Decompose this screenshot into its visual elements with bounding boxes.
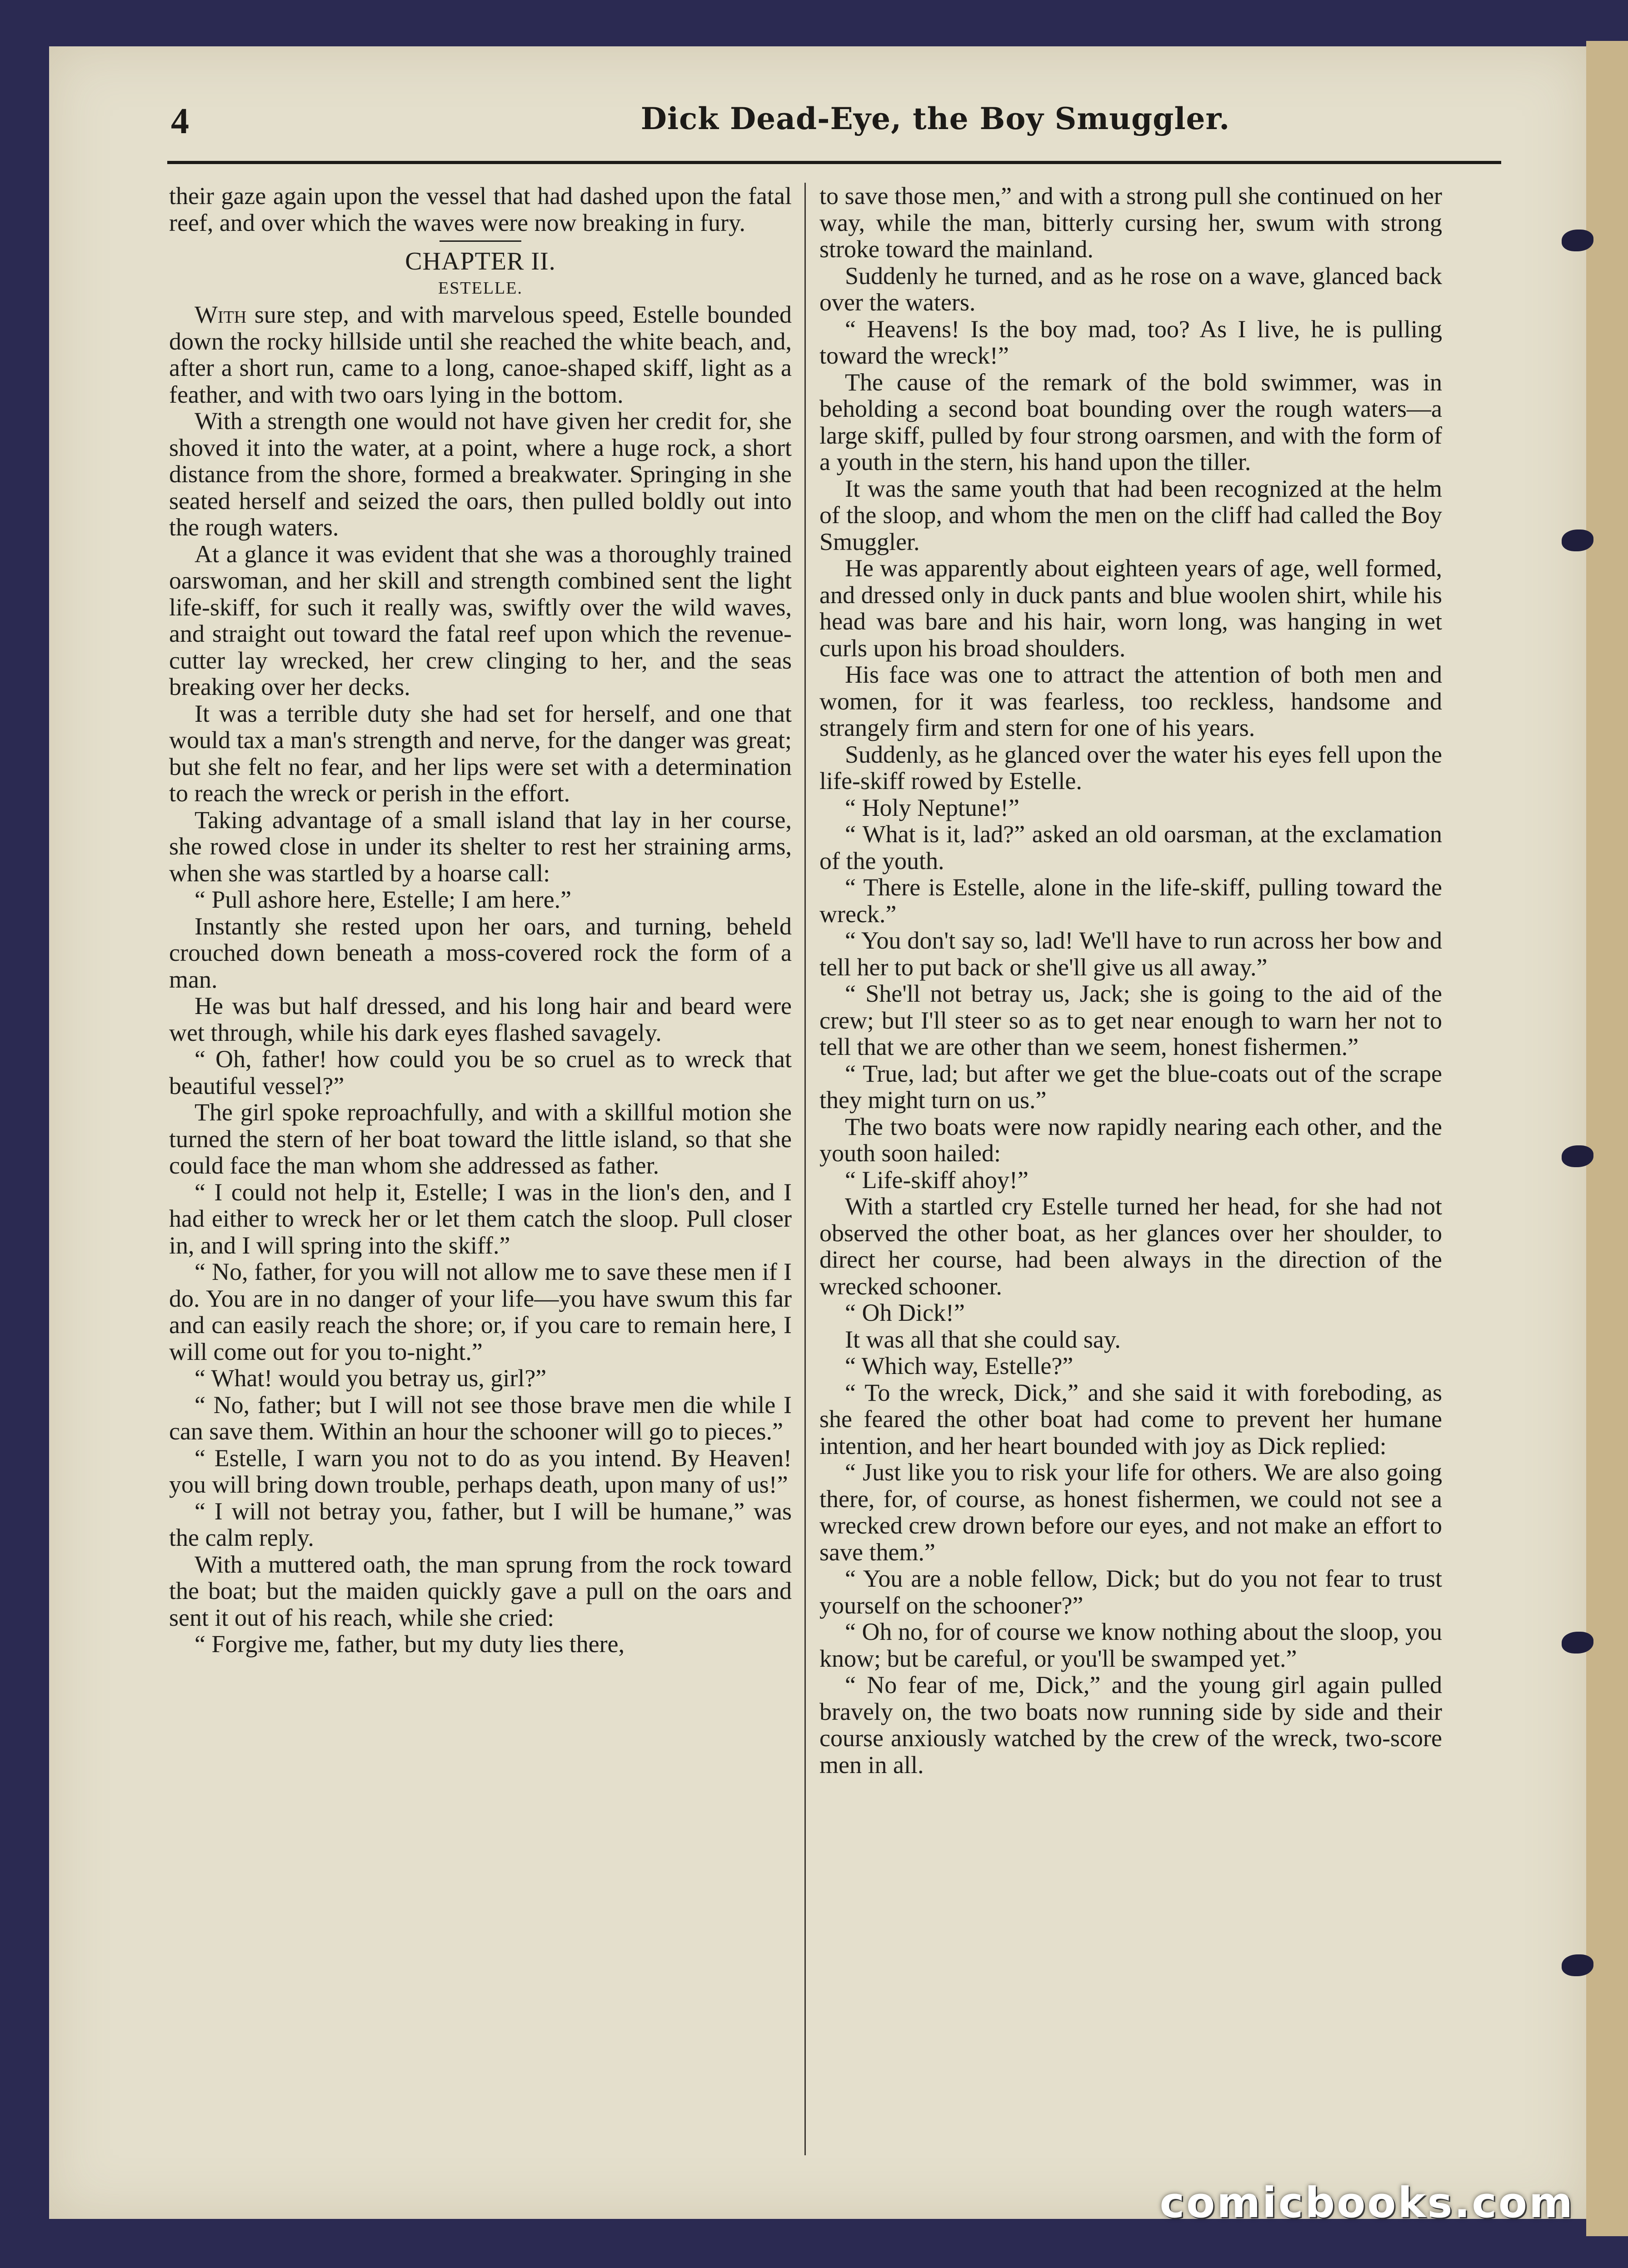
paragraph: “ Oh no, for of course we know nothing about the sloop, you know; but be careful, or you'll be swamped yet.” <box>819 1618 1442 1672</box>
paragraph: “ She'll not betray us, Jack; she is going to the aid of the crew; but I'll steer so as to get near enough to warn her not to tell that we are other than we seem, honest fishermen.” <box>819 980 1442 1060</box>
continued-paragraph: to save those men,” and with a strong pull she continued on her way, while the man, bitterly cursing her, swum with strong stroke toward the mainland. <box>819 182 1442 263</box>
paragraph: “ Oh Dick!” <box>845 1299 965 1326</box>
paragraph: His face was one to attract the attention of both men and women, for it was fearless, too reckless, handsome and strangely firm and stern for one of his years. <box>819 661 1442 741</box>
paragraph: “ Estelle, I warn you not to do as you intend. By Heaven! you will bring down trouble, perhaps death, upon many of us!” <box>169 1444 792 1498</box>
page-number: 4 <box>171 101 189 141</box>
paragraph: Suddenly, as he glanced over the water his eyes fell upon the life-skiff rowed by Estelle. <box>819 740 1442 794</box>
paragraph: “ Which way, Estelle?” <box>845 1352 1074 1379</box>
paragraph: It was the same youth that had been recognized at the helm of the sloop, and whom the men on the cliff had called the Boy Smuggler. <box>819 475 1442 555</box>
paragraph: The two boats were now rapidly nearing each other, and the youth soon hailed: <box>819 1113 1442 1167</box>
lead-in: With <box>195 301 247 328</box>
continued-paragraph: their gaze again upon the vessel that had dashed upon the fatal reef, and over which the waves were now breaking in fury. <box>169 182 792 236</box>
chapter-title: CHAPTER II. <box>405 247 556 275</box>
binding-edge <box>1586 41 1628 2236</box>
paragraph: “ No, father; but I will not see those brave men die while I can save them. Within an hour the schooner will go to pieces.” <box>169 1391 792 1445</box>
staple-hole <box>1562 1954 1593 1976</box>
paragraph: “ Life-skiff ahoy!” <box>845 1166 1029 1194</box>
paragraph: At a glance it was evident that she was a thoroughly trained oarswoman, and her skill and strength combined sent the light life-skiff, for such it really was, swiftly over the wild waves, and straight out toward the fatal reef upon which the revenue-cutter lay wrecked, her crew clinging to her, and the seas breaking over her decks. <box>169 540 792 700</box>
paragraph: “ No, father, for you will not allow me to save these men if I do. You are in no danger of your life—you have swum this far and can easily reach the shore; or, if you care to remain here, I will come out for you to-night.” <box>169 1258 792 1365</box>
paragraph: “ There is Estelle, alone in the life-skiff, pulling toward the wreck.” <box>819 874 1442 928</box>
paragraph: Taking advantage of a small island that lay in her course, she rowed close in under its shelter to rest her straining arms, when she was startled by a hoarse call: <box>169 806 792 887</box>
paragraph: Suddenly he turned, and as he rose on a wave, glanced back over the waters. <box>819 262 1442 316</box>
paragraph: “ True, lad; but after we get the blue-coats out of the scrape they might turn on us.” <box>819 1059 1442 1114</box>
right-column <box>819 183 1442 1778</box>
lead-paragraph-text: sure step, and with marvelous speed, Estelle bounded down the rocky hillside until she reached the white beach, and, after a short run, came to a long, canoe-shaped skiff, light as a feather, and with two oars lying in the bottom. <box>169 301 792 408</box>
paragraph: “ Oh, father! how could you be so cruel as to wreck that beautiful vessel?” <box>169 1045 792 1099</box>
paragraph: He was apparently about eighteen years of age, well formed, and dressed only in duck pants and blue woolen shirt, while his head was bare and his hair, worn long, was hanging in wet curls upon his broad shoulders. <box>819 555 1442 662</box>
paragraph: “ I could not help it, Estelle; I was in the lion's den, and I had either to wreck her or let them catch the sloop. Pull closer in, and I will spring into the skiff.” <box>169 1178 792 1259</box>
chapter-rule <box>439 240 521 242</box>
paragraph: It was a terrible duty she had set for herself, and one that would tax a man's strength and nerve, for the danger was great; but she felt no fear, and her lips were set with a determination to reach the wreck or perish in the effort. <box>169 699 792 807</box>
paragraph: “ You are a noble fellow, Dick; but do you not fear to trust yourself on the schooner?” <box>819 1565 1442 1619</box>
paragraph: The cause of the remark of the bold swimmer, was in beholding a second boat bounding over the rough waters—a large skiff, pulled by four strong oarsmen, and with the form of a youth in the stern, his hand upon the tiller. <box>819 368 1442 475</box>
paragraph: “ To the wreck, Dick,” and she said it with foreboding, as she feared the other boat had come to prevent her humane intention, and her heart bounded with joy as Dick replied: <box>819 1379 1442 1459</box>
paragraph: He was but half dressed, and his long hair and beard were wet through, while his dark eyes flashed savagely. <box>169 992 792 1046</box>
paragraph: “ Forgive me, father, but my duty lies there, <box>195 1630 625 1658</box>
paragraph: “ What! would you betray us, girl?” <box>195 1364 547 1392</box>
staple-hole <box>1562 230 1593 251</box>
paragraph: “ Heavens! Is the boy mad, too? As I live, he is pulling toward the wreck!” <box>819 315 1442 369</box>
staple-hole <box>1562 1632 1593 1654</box>
paragraph: “ I will not betray you, father, but I will be humane,” was the calm reply. <box>169 1497 792 1551</box>
left-column <box>169 183 792 1658</box>
paragraph: With a muttered oath, the man sprung from the rock toward the boat; but the maiden quickly gave a pull on the oars and sent it out of his reach, while she cried: <box>169 1550 792 1631</box>
paragraph: “ No fear of me, Dick,” and the young girl again pulled bravely on, the two boats now running side by side and their course anxiously watched by the crew of the wreck, two-score men in all. <box>819 1671 1442 1778</box>
staple-hole <box>1562 1145 1593 1167</box>
paragraph: “ Holy Neptune!” <box>845 794 1019 821</box>
chapter-subtitle: ESTELLE. <box>438 278 523 298</box>
paragraph: “ You don't say so, lad! We'll have to run across her bow and tell her to put back or she'll give us all away.” <box>819 927 1442 981</box>
watermark: comicbooks.com <box>1159 2178 1574 2227</box>
running-title: Dick Dead-Eye, the Boy Smuggler. <box>640 101 1230 136</box>
header-rule <box>167 161 1501 164</box>
paragraph: With a startled cry Estelle turned her head, for she had not observed the other boat, as her glances over her shoulder, to direct her course, had been always in the direction of the wrecked schooner. <box>819 1193 1442 1300</box>
paragraph: “ Pull ashore here, Estelle; I am here.” <box>195 886 572 913</box>
paragraph <box>169 301 792 408</box>
staple-hole <box>1562 530 1593 551</box>
paragraph: “ Just like you to risk your life for others. We are also going there, for, of course, as honest fishermen, we could not see a wrecked crew drown before our eyes, and not make an effort to save them.” <box>819 1459 1442 1566</box>
paragraph: “ What is it, lad?” asked an old oarsman, at the exclamation of the youth. <box>819 820 1442 874</box>
paragraph: The girl spoke reproachfully, and with a skillful motion she turned the stern of her boat toward the little island, so that she could face the man whom she addressed as father. <box>169 1099 792 1179</box>
paragraph: It was all that she could say. <box>845 1325 1121 1353</box>
paragraph: Instantly she rested upon her oars, and turning, beheld crouched down beneath a moss-covered rock the form of a man. <box>169 912 792 993</box>
column-divider <box>804 183 806 2155</box>
magazine-page <box>49 46 1586 2219</box>
paragraph: With a strength one would not have given her credit for, she shoved it into the water, at a point, where a huge rock, a short distance from the shore, formed a breakwater. Springing in she seated herself and seized the oars, then pulled boldly out into the rough waters. <box>169 407 792 541</box>
